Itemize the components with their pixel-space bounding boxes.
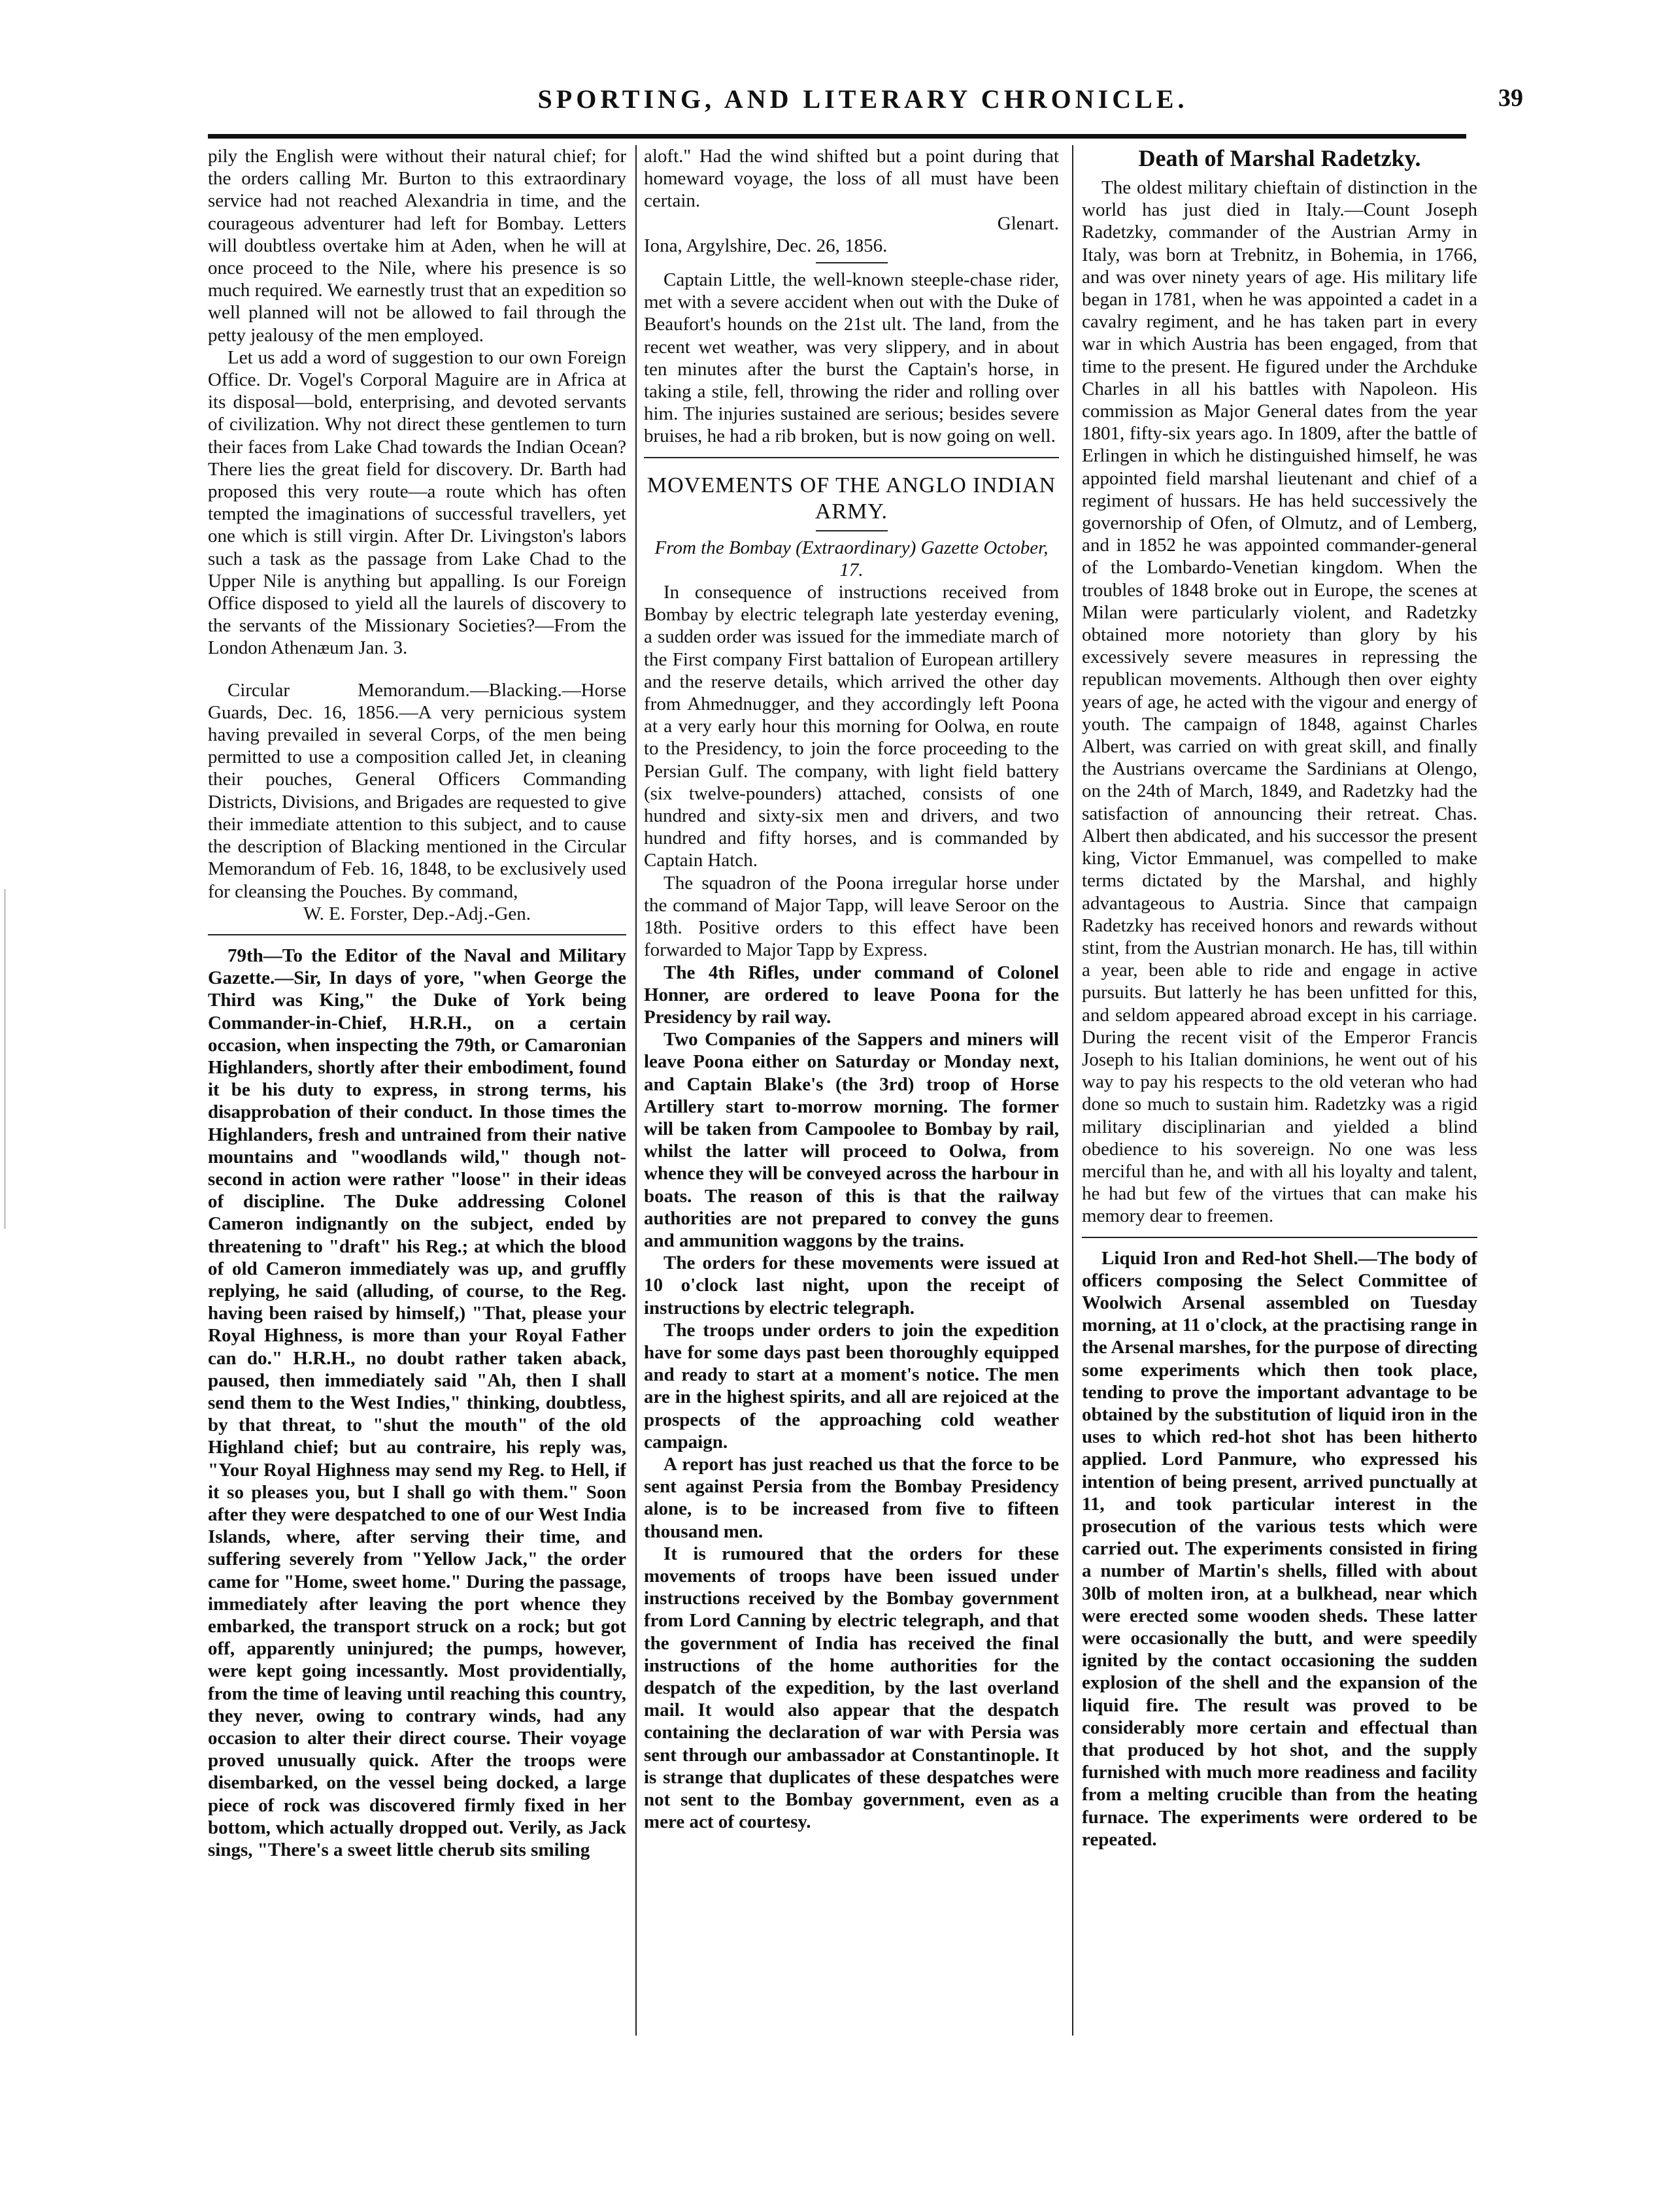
memorandum-signature: W. E. Forster, Dep.-Adj.-Gen.: [303, 903, 531, 924]
news-paragraph: Captain Little, the well-known steeple-chase rider, met with a severe accident when out with the Duke of Beaufort's hounds on the 21st ult. The land, from the recent wet weather, was very slippery, and in about ten minutes after the burst the Captain's horse, in taking a stile, fell, throwing the rider and rolling over him. The injuries sustained are serious; besides severe bruises, he had a rib broken, but is now going on well.: [644, 269, 1059, 447]
article-paragraph: It is rumoured that the orders for these movements of troops have been issued under instructions received by the Bombay government from Lord Canning by electric telegraph, and that the government of India has received the final instructions of the home authorities for the despatch of the expedition, by the last overland mail. It would also appear that the despatch containing the declaration of war with Persia was sent through our ambassador at Constantinople. It is strange that duplicates of these despatches were not sent to the Bombay government, even as a mere act of courtesy.: [644, 1543, 1059, 1833]
section-rule: [644, 457, 1059, 458]
letter-place-date: Iona, Argylshire, Dec. 26, 1856.: [644, 235, 888, 256]
column-2: [644, 145, 1059, 2042]
section-rule: [208, 934, 626, 935]
column-divider: [635, 145, 637, 2036]
article-paragraph: In consequence of instructions received from Bombay by electric telegraph late yesterday evening, a sudden order was issued for the immediate march of the First company First battalion of European artillery and the reserve details, which arrived the other day from Ahmednugger, and they accordingly left Poona at a very early hour this morning for Oolwa, en route to the Presidency, to join the force proceeding to the Persian Gulf. The company, with light field battery (six twelve-pounders) attached, consists of one hundred and sixty-six men and drivers, and two hundred and fifty horses, and is commanded by Captain Hatch.: [644, 582, 1059, 871]
article-paragraph: The troops under orders to join the expedition have for some days past been thoroughly equipped and ready to start at a moment's notice. The men are in the highest spirits, and all are rejoiced at the prospects of the approaching cold weather campaign.: [644, 1319, 1059, 1452]
section-rule: [816, 262, 888, 263]
header-rule: [208, 134, 1466, 139]
article-paragraph: Let us add a word of suggestion to our own Foreign Office. Dr. Vogel's Corporal Maguire are in Africa at its disposal—bold, enterprising, and devoted servants of civilization. Why not direct these gentlemen to turn their faces from Lake Chad towards the Indian Ocean? There lies the great field for discovery. Dr. Barth had proposed this very route—a route which has often tempted the imaginations of successful travellers, yet one which is still virgin. After Dr. Livingston's labors such a task as the passage from Lake Chad to the Upper Nile is anything but appalling. Is our Foreign Office disposed to yield all the laurels of discovery to the servants of the Missionary Societies?—From the London Athenæum Jan. 3.: [208, 346, 626, 659]
article-source: From the Bombay (Extraordinary) Gazette October, 17.: [654, 537, 1049, 580]
article-paragraph: The orders for these movements were issued at 10 o'clock last night, upon the receipt of instructions by electric telegraph.: [644, 1252, 1059, 1318]
column-divider: [1072, 145, 1073, 2036]
heading-rule: [816, 530, 888, 531]
column-3: [1082, 145, 1477, 2042]
page-header: [209, 84, 1523, 123]
letter-signature: Glenart.: [997, 212, 1059, 234]
article-heading: Death of Marshal Radetzky.: [1138, 145, 1421, 171]
running-title: SPORTING, AND LITERARY CHRONICLE.: [537, 84, 1188, 114]
letter-ending: aloft." Had the wind shifted but a point during that homeward voyage, the loss of all must have been certain.: [644, 146, 1059, 212]
article-paragraph: A report has just reached us that the force to be sent against Persia from the Bombay Presidency alone, is to be increased from five to fifteen thousand men.: [644, 1453, 1059, 1542]
margin-mark: [4, 889, 6, 1229]
section-rule: [1082, 1237, 1477, 1238]
article-heading: MOVEMENTS OF THE ANGLO INDIAN ARMY.: [647, 473, 1056, 524]
article-paragraph: The oldest military chieftain of distinction in the world has just died in Italy.—Count Joseph Radetzky, commander of the Austrian Army in Italy, was born at Trebnitz, in Bohemia, in 1766, and was over ninety years of age. His military life began in 1781, when he was appointed a cadet in a cavalry regiment, and he has taken part in every war in which Austria has been engaged, from that time to the present. He figured under the Archduke Charles in all his battles with Napoleon. His commission as Major General dates from the year 1801, fifty-six years ago. In 1809, after the battle of Erlingen in which he distinguished himself, he was appointed field marshal lieutenant and chief of a regiment of hussars. He has held successively the governorship of Ofen, of Olmutz, and of Lemberg, and in 1852 he was appointed commander-general of the Lombardo-Venetian kingdom. When the troubles of 1848 broke out in Europe, the scenes at Milan were particularly violent, and Radetzky obtained more notoriety than glory by his excessively severe measures in repressing the republican movements. Although then over eighty years of age, he acted with the vigour and energy of youth. The campaign of 1848, against Charles Albert, was carried on with great skill, and finally the Austrians overcame the Sardinians at Olengo, on the 24th of March, 1849, and Radetzky had the satisfaction of announcing their retreat. Chas. Albert then abdicated, and his successor the present king, Victor Emmanuel, was compelled to make terms dictated by the Marshal, and highly advantageous to Austria. Since that campaign Radetzky has received honors and rewards without stint, from the Austrian monarch. He has, till within a year, been able to ride and engage in active pursuits. But latterly he has been unfitted for this, and seldom appeared abroad except in his carriage. During the recent visit of the Emperor Francis Joseph to his Italian dominions, he went out of his way to pay his respects to the old veteran who had done so much to sustain him. Radetzky was a rigid military disciplinarian and yielded a blind obedience to his sovereign. No one was less merciful than he, and with all his loyalty and talent, he had but few of the virtues that can make his memory dear to freemen.: [1082, 177, 1477, 1227]
letter-paragraph: 79th—To the Editor of the Naval and Military Gazette.—Sir, In days of yore, "when George the Third was King," the Duke of York being Commander-in-Chief, H.R.H., on a certain occasion, when inspecting the 79th, or Camaronian Highlanders, shortly after their embodiment, found it be his duty to express, in strong terms, his disapprobation of their conduct. In those times the Highlanders, fresh and untrained from their native mountains and "woodlands wild," though not-second in action were rather "loose" in their ideas of discipline. The Duke addressing Colonel Cameron indignantly on the subject, ended by threatening to "draft" his Reg.; at which the blood of old Cameron immediately was up, and gruffly replying, he said (alluding, of course, to the Reg. having been raised by himself,) "That, please your Royal Highness, is more than your Royal Father can do." H.R.H., no doubt rather taken aback, paused, then immediately said "Ah, then I shall send them to the West Indies," thinking, doubtless, by that threat, to "shut the mouth" of the old Highland chief; but au contraire, his reply was, "Your Royal Highness may send my Reg. to Hell, if it so pleases you, but I shall go with them." Soon after they were despatched to one of our West India Islands, where, after serving their time, and suffering severely from "Yellow Jack," the order came for "Home, sweet home." During the passage, immediately after leaving the port whence they embarked, the transport struck on a rock; but got off, apparently uninjured; the pumps, however, were kept going incessantly. Most providentially, from the time of leaving until reaching this country, they never, owing to contrary winds, had any occasion to alter their direct course. Their voyage proved unusually quick. After the troops were disembarked, on the vessel being docked, a large piece of rock was discovered firmly fixed in her bottom, which actually dropped out. Verily, as Jack sings, "There's a sweet little cherub sits smiling: [208, 945, 626, 1861]
article-paragraph: Two Companies of the Sappers and miners will leave Poona either on Saturday or Monday next, and Captain Blake's (the 3rd) troop of Horse Artillery start to-morrow morning. The former will be taken from Campoolee to Bombay by rail, whilst the latter will proceed to Oolwa, from whence they will be conveyed across the harbour in boats. The reason of this is that the railway authorities are not prepared to convey the guns and ammunition waggons by the trains.: [644, 1029, 1059, 1251]
article-paragraph: Liquid Iron and Red-hot Shell.—The body of officers composing the Select Committee of Woolwich Arsenal assembled on Tuesday morning, at 11 o'clock, at the practising range in the Arsenal marshes, for the purpose of directing some experiments which then took place, tending to prove the important advantage to be obtained by the substitution of liquid iron in the uses to which red-hot shot has been hitherto applied. Lord Panmure, who expressed his intention of being present, arrived punctually at 11, and took particular interest in the prosecution of the various tests which were carried out. The experiments consisted in firing a number of Martin's shells, filled with about 30lb of molten iron, at a bulkhead, near which were erected some wooden sheds. These latter were occasionally the butt, and were speedily ignited by the contact occasioning the sudden explosion of the shell and the expansion of the liquid fire. The result was proved to be considerably more certain and effectual than that produced by hot shot, and the supply furnished with much more readiness and facility from a melting crucible than from the heating furnace. The experiments were ordered to be repeated.: [1082, 1247, 1477, 1850]
column-1: [208, 145, 626, 2042]
page-number: 39: [1498, 84, 1523, 112]
memorandum-paragraph: Circular Memorandum.—Blacking.—Horse Guards, Dec. 16, 1856.—A very pernicious system having prevailed in several Corps, of the men being permitted to use a composition called Jet, in cleaning their pouches, General Officers Commanding Districts, Divisions, and Brigades are requested to give their immediate attention to this subject, and to cause the description of Blacking mentioned in the Circular Memorandum of Feb. 16, 1848, to be exclusively used for cleansing the Pouches. By command,: [208, 679, 626, 902]
article-paragraph: The 4th Rifles, under command of Colonel Honner, are ordered to leave Poona for the Presidency by rail way.: [644, 962, 1059, 1028]
article-paragraph: pily the English were without their natural chief; for the orders calling Mr. Burton to this extraordinary service had not reached Alexandria in time, and the courageous adventurer had left for Bombay. Letters will doubtless overtake him at Aden, when he will at once proceed to the Nile, where his presence is so much required. We earnestly trust that an expedition so well planned will not be allowed to fail through the petty jealousy of the men employed.: [208, 146, 626, 346]
article-paragraph: The squadron of the Poona irregular horse under the command of Major Tapp, will leave Seroor on the 18th. Positive orders to this effect have been forwarded to Major Tapp by Express.: [644, 872, 1059, 961]
